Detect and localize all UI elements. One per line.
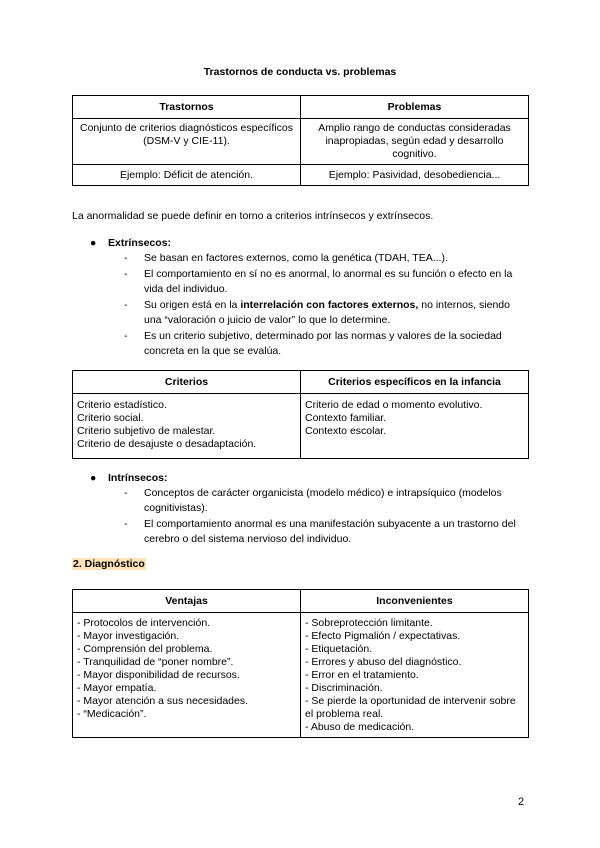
list-item: - Es un criterio subjetivo, determinado por las normas y valores de la sociedad concreta en la que se evalúa.: [124, 330, 502, 357]
table-row: [73, 394, 529, 459]
list-item: - El comportamiento anormal es una manifestación subyacente a un trastorno del cerebro o del sistema nervioso del individuo.: [124, 518, 516, 545]
bullet-intrinsecos: [90, 472, 168, 484]
table-cell: Ejemplo: Pasividad, desobediencia...: [301, 165, 529, 186]
table-header: Ventajas: [73, 590, 301, 613]
table-cell: Ejemplo: Déficit de atención.: [73, 165, 301, 186]
table-row: [73, 613, 529, 738]
table-row: [73, 119, 529, 165]
bullet-dot-icon: ●: [90, 237, 97, 249]
table-row: [73, 165, 529, 186]
table-cell: Criterio estadístico. Criterio social. Criterio subjetivo de malestar. Criterio de desajuste o desadaptación.: [73, 394, 301, 459]
list-item: - Su origen está en la interrelación con factores externos, no internos, siendo una “valoración o juicio de valor” lo que lo determine.: [124, 299, 510, 326]
table-cell: - Protocolos de intervención. - Mayor investigación. - Comprensión del problema. - Tranquilidad de “poner nombre”. - Mayor disponibilidad de recursos. - Mayor empatía. - Mayor atención a sus necesidades. - “Medicación”.: [73, 613, 301, 738]
intro-paragraph: La anormalidad se puede definir en torno a criterios intrínsecos y extrínsecos.: [72, 210, 434, 222]
table-header: Criterios específicos en la infancia: [301, 371, 529, 394]
intrinsecos-list: [124, 486, 528, 548]
table-cell: Conjunto de criterios diagnósticos específicos (DSM-V y CIE-11).: [73, 119, 301, 165]
table-cell: Amplio rango de conductas consideradas inapropiadas, según edad y desarrollo cognitivo.: [301, 119, 529, 165]
table-header: Trastornos: [73, 96, 301, 119]
list-item: - Se basan en factores externos, como la genética (TDAH, TEA...).: [124, 252, 448, 264]
bullet-extrinsecos: [90, 237, 171, 249]
bullet-label: Intrínsecos:: [108, 472, 168, 484]
table-criterios: [72, 370, 529, 459]
table-header: Problemas: [301, 96, 529, 119]
table-header: Inconvenientes: [301, 590, 529, 613]
bullet-label: Extrínsecos:: [108, 237, 172, 249]
page-number: 2: [518, 796, 525, 808]
table-cell: Criterio de edad o momento evolutivo. Contexto familiar. Contexto escolar.: [301, 394, 529, 459]
list-item: - Conceptos de carácter organicista (modelo médico) e intrapsíquico (modelos cognitivistas).: [124, 487, 502, 514]
doc-title: Trastornos de conducta vs. problemas: [203, 66, 397, 78]
table-trastornos-problemas: [72, 95, 529, 186]
section-heading: 2. Diagnóstico: [73, 558, 145, 570]
table-ventajas-inconvenientes: [72, 589, 529, 738]
bullet-dot-icon: ●: [90, 472, 97, 484]
list-item: - El comportamiento en sí no es anormal, lo anormal es su función o efecto en la vida del individuo.: [124, 268, 513, 295]
extrinsecos-list: [124, 251, 528, 360]
table-cell: - Sobreprotección limitante. - Efecto Pigmalión / expectativas. - Etiquetación. - Errores y abuso del diagnóstico. - Error en el tratamiento. - Discriminación. - Se pierde la oportunidad de intervenir sobre el problema real. - Abuso de medicación.: [301, 613, 529, 738]
table-header: Criterios: [73, 371, 301, 394]
